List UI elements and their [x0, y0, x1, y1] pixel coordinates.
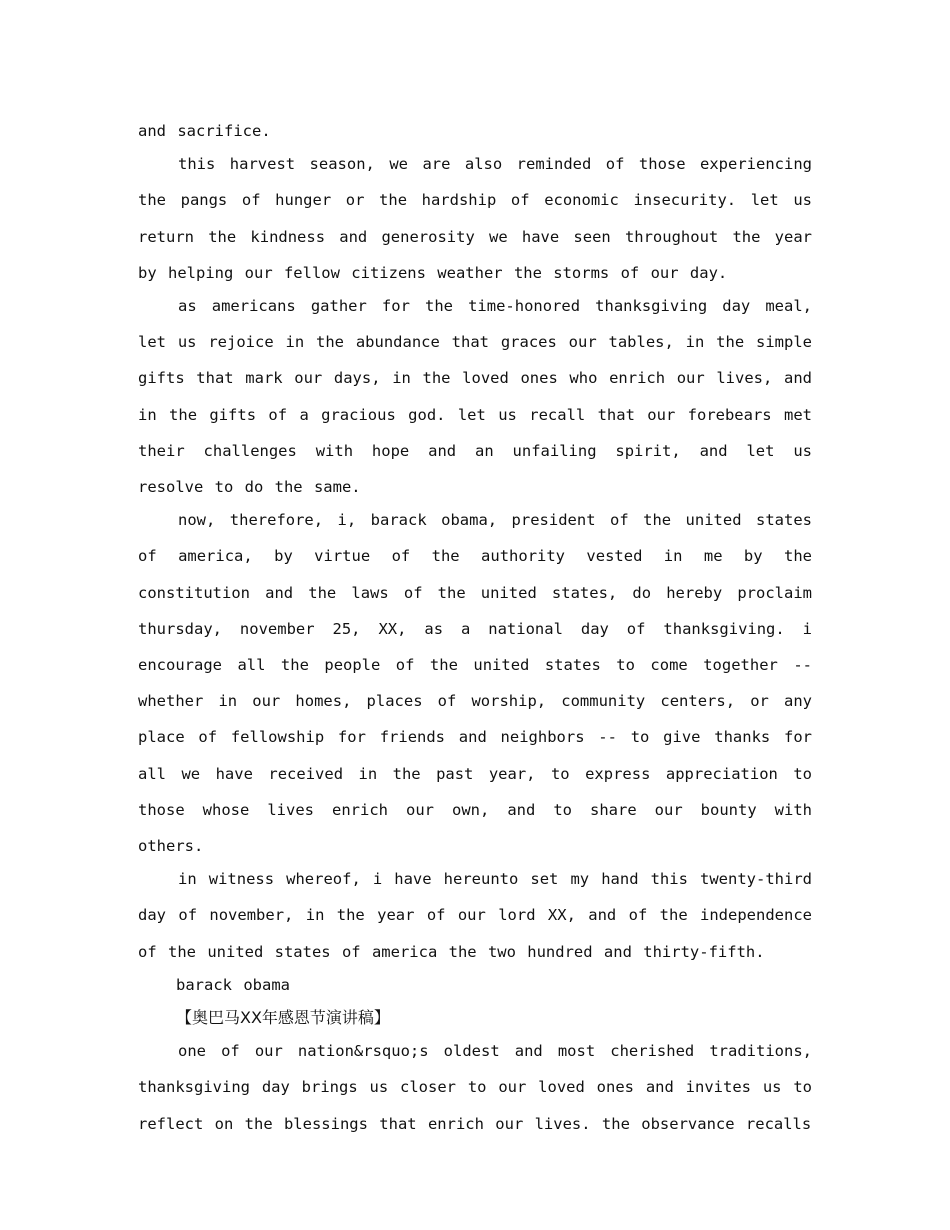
- paragraph-witness: in witness whereof, i have hereunto set my hand this twenty-third day of november, in the year of our lord XX, and of the independence of the united states of america the two hundred and thirty-fifth.: [138, 870, 812, 961]
- section-heading: 【奥巴马XX年感恩节演讲稿】: [176, 1008, 390, 1028]
- signature: barack obama: [176, 975, 290, 994]
- paragraph-proclamation: now, therefore, i, barack obama, president of the united states of america, by virtue of the authority vested in me by the constitution and the laws of the united states, do hereby proclaim thursday, november 25, XX, as a national day of thanksgiving. i encourage all the people of the united states to come together -- whether in our homes, places of worship, community centers, or any place of fellowship for friends and neighbors -- to give thanks for all we have received in the past year, to express appreciation to those whose lives enrich our own, and to share our bounty with others.: [138, 511, 812, 856]
- document-body: [138, 113, 812, 1139]
- paragraph-next-section: one of our nation&rsquo;s oldest and most cherished traditions, thanksgiving day brings us closer to our loved ones and invites us to reflect on the blessings that enrich our lives. the observance recalls: [138, 1042, 812, 1133]
- paragraph-thanksgiving-meal: as americans gather for the time-honored thanksgiving day meal, let us rejoice in the abundance that graces our tables, in the simple gifts that mark our days, in the loved ones who enrich our lives, and in the gifts of a gracious god. let us recall that our forebears met their challenges with hope and an unfailing spirit, and let us resolve to do the same.: [138, 297, 812, 497]
- paragraph-continuation: and sacrifice.: [138, 122, 271, 140]
- paragraph-harvest-season: this harvest season, we are also reminded of those experiencing the pangs of hunger or the hardship of economic insecurity. let us return the kindness and generosity we have seen throughout the year by helping our fellow citizens weather the storms of our day.: [138, 155, 812, 282]
